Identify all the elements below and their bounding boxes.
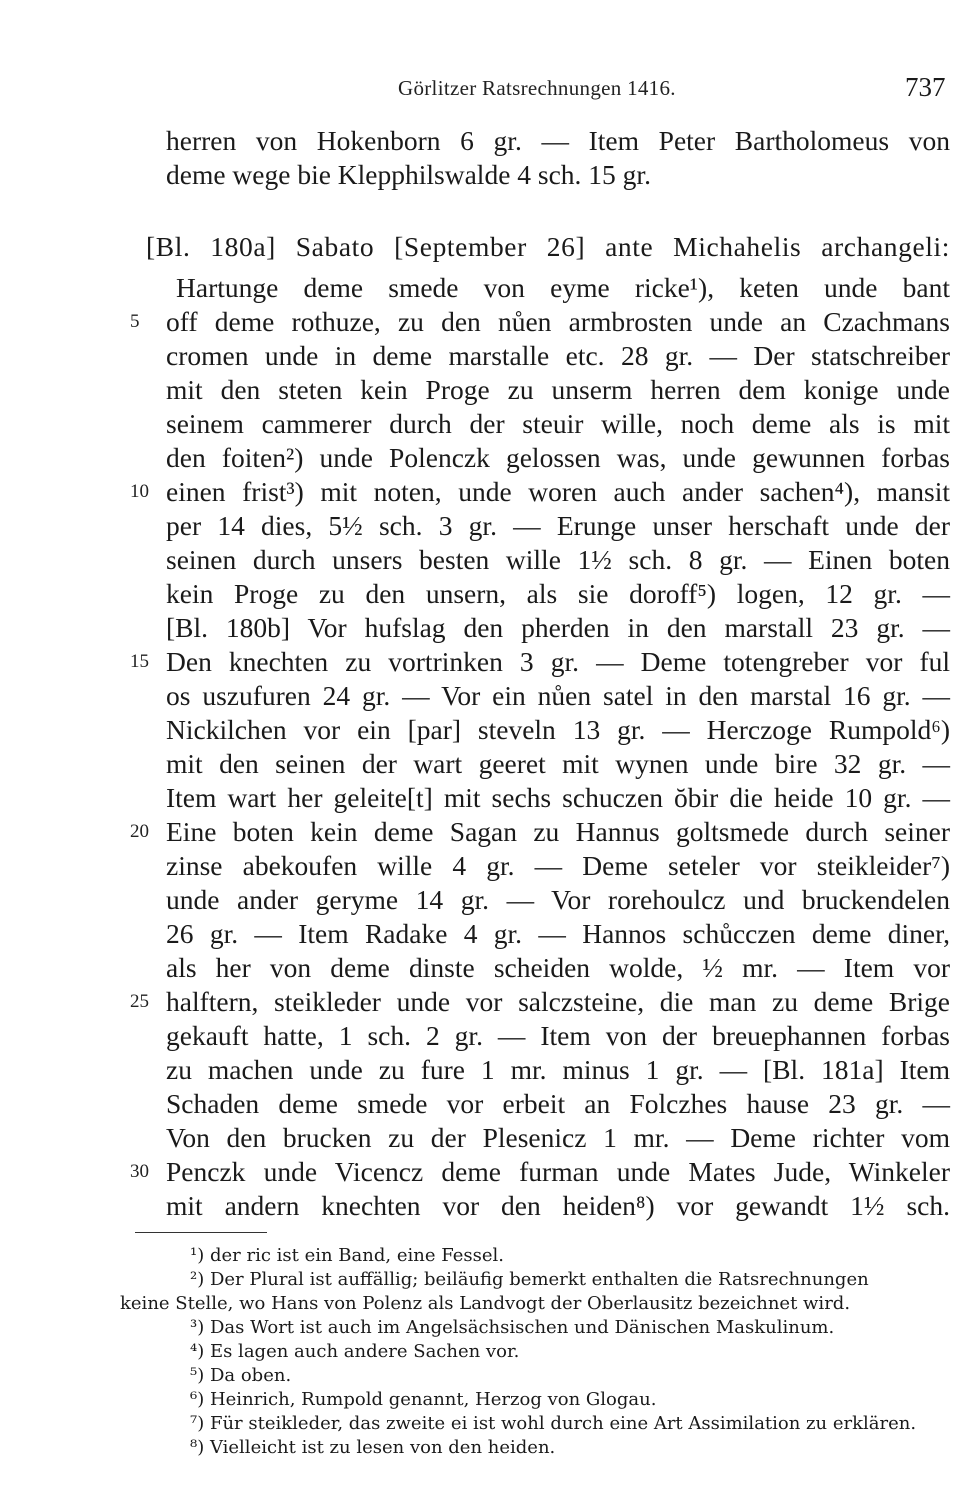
text-line: Schaden deme smede vor erbeit an Folczhes hause 23 gr. — bbox=[166, 1088, 950, 1119]
text-line: mit den steten kein Proge zu unserm herren dem konige unde bbox=[166, 374, 950, 405]
text-line: zinse abekoufen wille 4 gr. — Deme seteler vor steikleider⁷) bbox=[166, 850, 950, 881]
text-line: seinem cammerer durch der steuir wille, noch deme als is mit bbox=[166, 408, 950, 439]
text-line: herren von Hokenborn 6 gr. — Item Peter Bartholomeus von bbox=[166, 125, 950, 156]
line-number: 10 bbox=[130, 481, 149, 502]
text-line: per 14 dies, 5½ sch. 3 gr. — Erunge unser herschaft unde der bbox=[166, 510, 950, 541]
text-line: Hartunge deme smede von eyme ricke¹), keten unde bant bbox=[176, 272, 950, 303]
line-number: 15 bbox=[130, 651, 149, 672]
text-line: [Bl. 180a] Sabato [September 26] ante Michahelis archangeli: bbox=[146, 231, 950, 262]
text-line: gekauft hatte, 1 sch. 2 gr. — Item von der breuephannen forbas bbox=[166, 1020, 950, 1051]
text-line: als her von deme dinste scheiden wolde, ½ mr. — Item vor bbox=[166, 952, 950, 983]
text-line: einen frist³) mit noten, unde woren auch ander sachen⁴), mansit bbox=[166, 476, 950, 507]
text-line: off deme rothuze, zu den nůen armbrosten unde an Czachmans bbox=[166, 306, 950, 337]
text-line: Item wart her geleite[t] mit sechs schuczen ŏbir die heide 10 gr. — bbox=[166, 782, 950, 813]
footnote: ⁸) Vielleicht ist zu lesen von den heiden. bbox=[190, 1437, 556, 1458]
page-number: 737 bbox=[905, 72, 946, 102]
text-line: [Bl. 180b] Vor hufslag den pherden in den marstall 23 gr. — bbox=[166, 612, 950, 643]
text-line: Eine boten kein deme Sagan zu Hannus goltsmede durch seiner bbox=[166, 816, 950, 847]
text-line: halftern, steikleder unde vor salczsteine, die man zu deme Brige bbox=[166, 986, 950, 1017]
footnote: ²) Der Plural ist auffällig; beiläufig bemerkt enthalten die Ratsrechnungen bbox=[190, 1269, 869, 1290]
text-line: mit den seinen der wart geeret mit wynen unde bire 32 gr. — bbox=[166, 748, 950, 779]
line-number: 20 bbox=[130, 821, 149, 842]
text-line: den foiten²) unde Polenczk gelossen was, unde gewunnen forbas bbox=[166, 442, 950, 473]
text-line: cromen unde in deme marstalle etc. 28 gr. — Der statschreiber bbox=[166, 340, 950, 371]
footnote: ³) Das Wort ist auch im Angelsächsischen und Dänischen Maskulinum. bbox=[190, 1317, 835, 1338]
line-number: 5 bbox=[130, 311, 140, 332]
footnote: ⁵) Da oben. bbox=[190, 1365, 292, 1386]
text-line: mit andern knechten vor den heiden⁸) vor gewandt 1½ sch. bbox=[166, 1190, 950, 1221]
text-line: seinen durch unsers besten wille 1½ sch. 8 gr. — Einen boten bbox=[166, 544, 950, 575]
text-line: Den knechten zu vortrinken 3 gr. — Deme totengreber vor ful bbox=[166, 646, 950, 677]
text-line: 26 gr. — Item Radake 4 gr. — Hannos schůcczen deme diner, bbox=[166, 918, 950, 949]
running-head: Görlitzer Ratsrechnungen 1416. bbox=[398, 76, 676, 100]
text-line: Nickilchen vor ein [par] steveln 13 gr. — Herczoge Rumpold⁶) bbox=[166, 714, 950, 745]
footnote-continuation: keine Stelle, wo Hans von Polenz als Landvogt der Oberlausitz bezeichnet wird. bbox=[120, 1293, 851, 1314]
text-line: Von den brucken zu der Plesenicz 1 mr. — Deme richter vom bbox=[166, 1122, 950, 1153]
text-line: unde ander geryme 14 gr. — Vor rorehoulcz und bruckendelen bbox=[166, 884, 950, 915]
text-line: zu machen unde zu fure 1 mr. minus 1 gr. — [Bl. 181a] Item bbox=[166, 1054, 950, 1085]
text-line: Penczk unde Vicencz deme furman unde Mates Jude, Winkeler bbox=[166, 1156, 950, 1187]
line-number: 25 bbox=[130, 991, 149, 1012]
footnote-rule bbox=[135, 1232, 267, 1233]
footnote: ¹) der ric ist ein Band, eine Fessel. bbox=[190, 1245, 504, 1266]
line-number: 30 bbox=[130, 1161, 149, 1182]
page-header bbox=[0, 72, 960, 108]
text-line: os uszufuren 24 gr. — Vor ein nůen satel in den marstal 16 gr. — bbox=[166, 680, 950, 711]
text-line: kein Proge zu den unsern, als sie doroff⁵) logen, 12 gr. — bbox=[166, 578, 950, 609]
footnote: ⁴) Es lagen auch andere Sachen vor. bbox=[190, 1341, 520, 1362]
text-line: deme wege bie Klepphilswalde 4 sch. 15 gr. bbox=[166, 159, 651, 190]
footnote: ⁷) Für steikleder, das zweite ei ist wohl durch eine Art Assimilation zu erklären. bbox=[190, 1413, 917, 1434]
footnote: ⁶) Heinrich, Rumpold genannt, Herzog von Glogau. bbox=[190, 1389, 657, 1410]
